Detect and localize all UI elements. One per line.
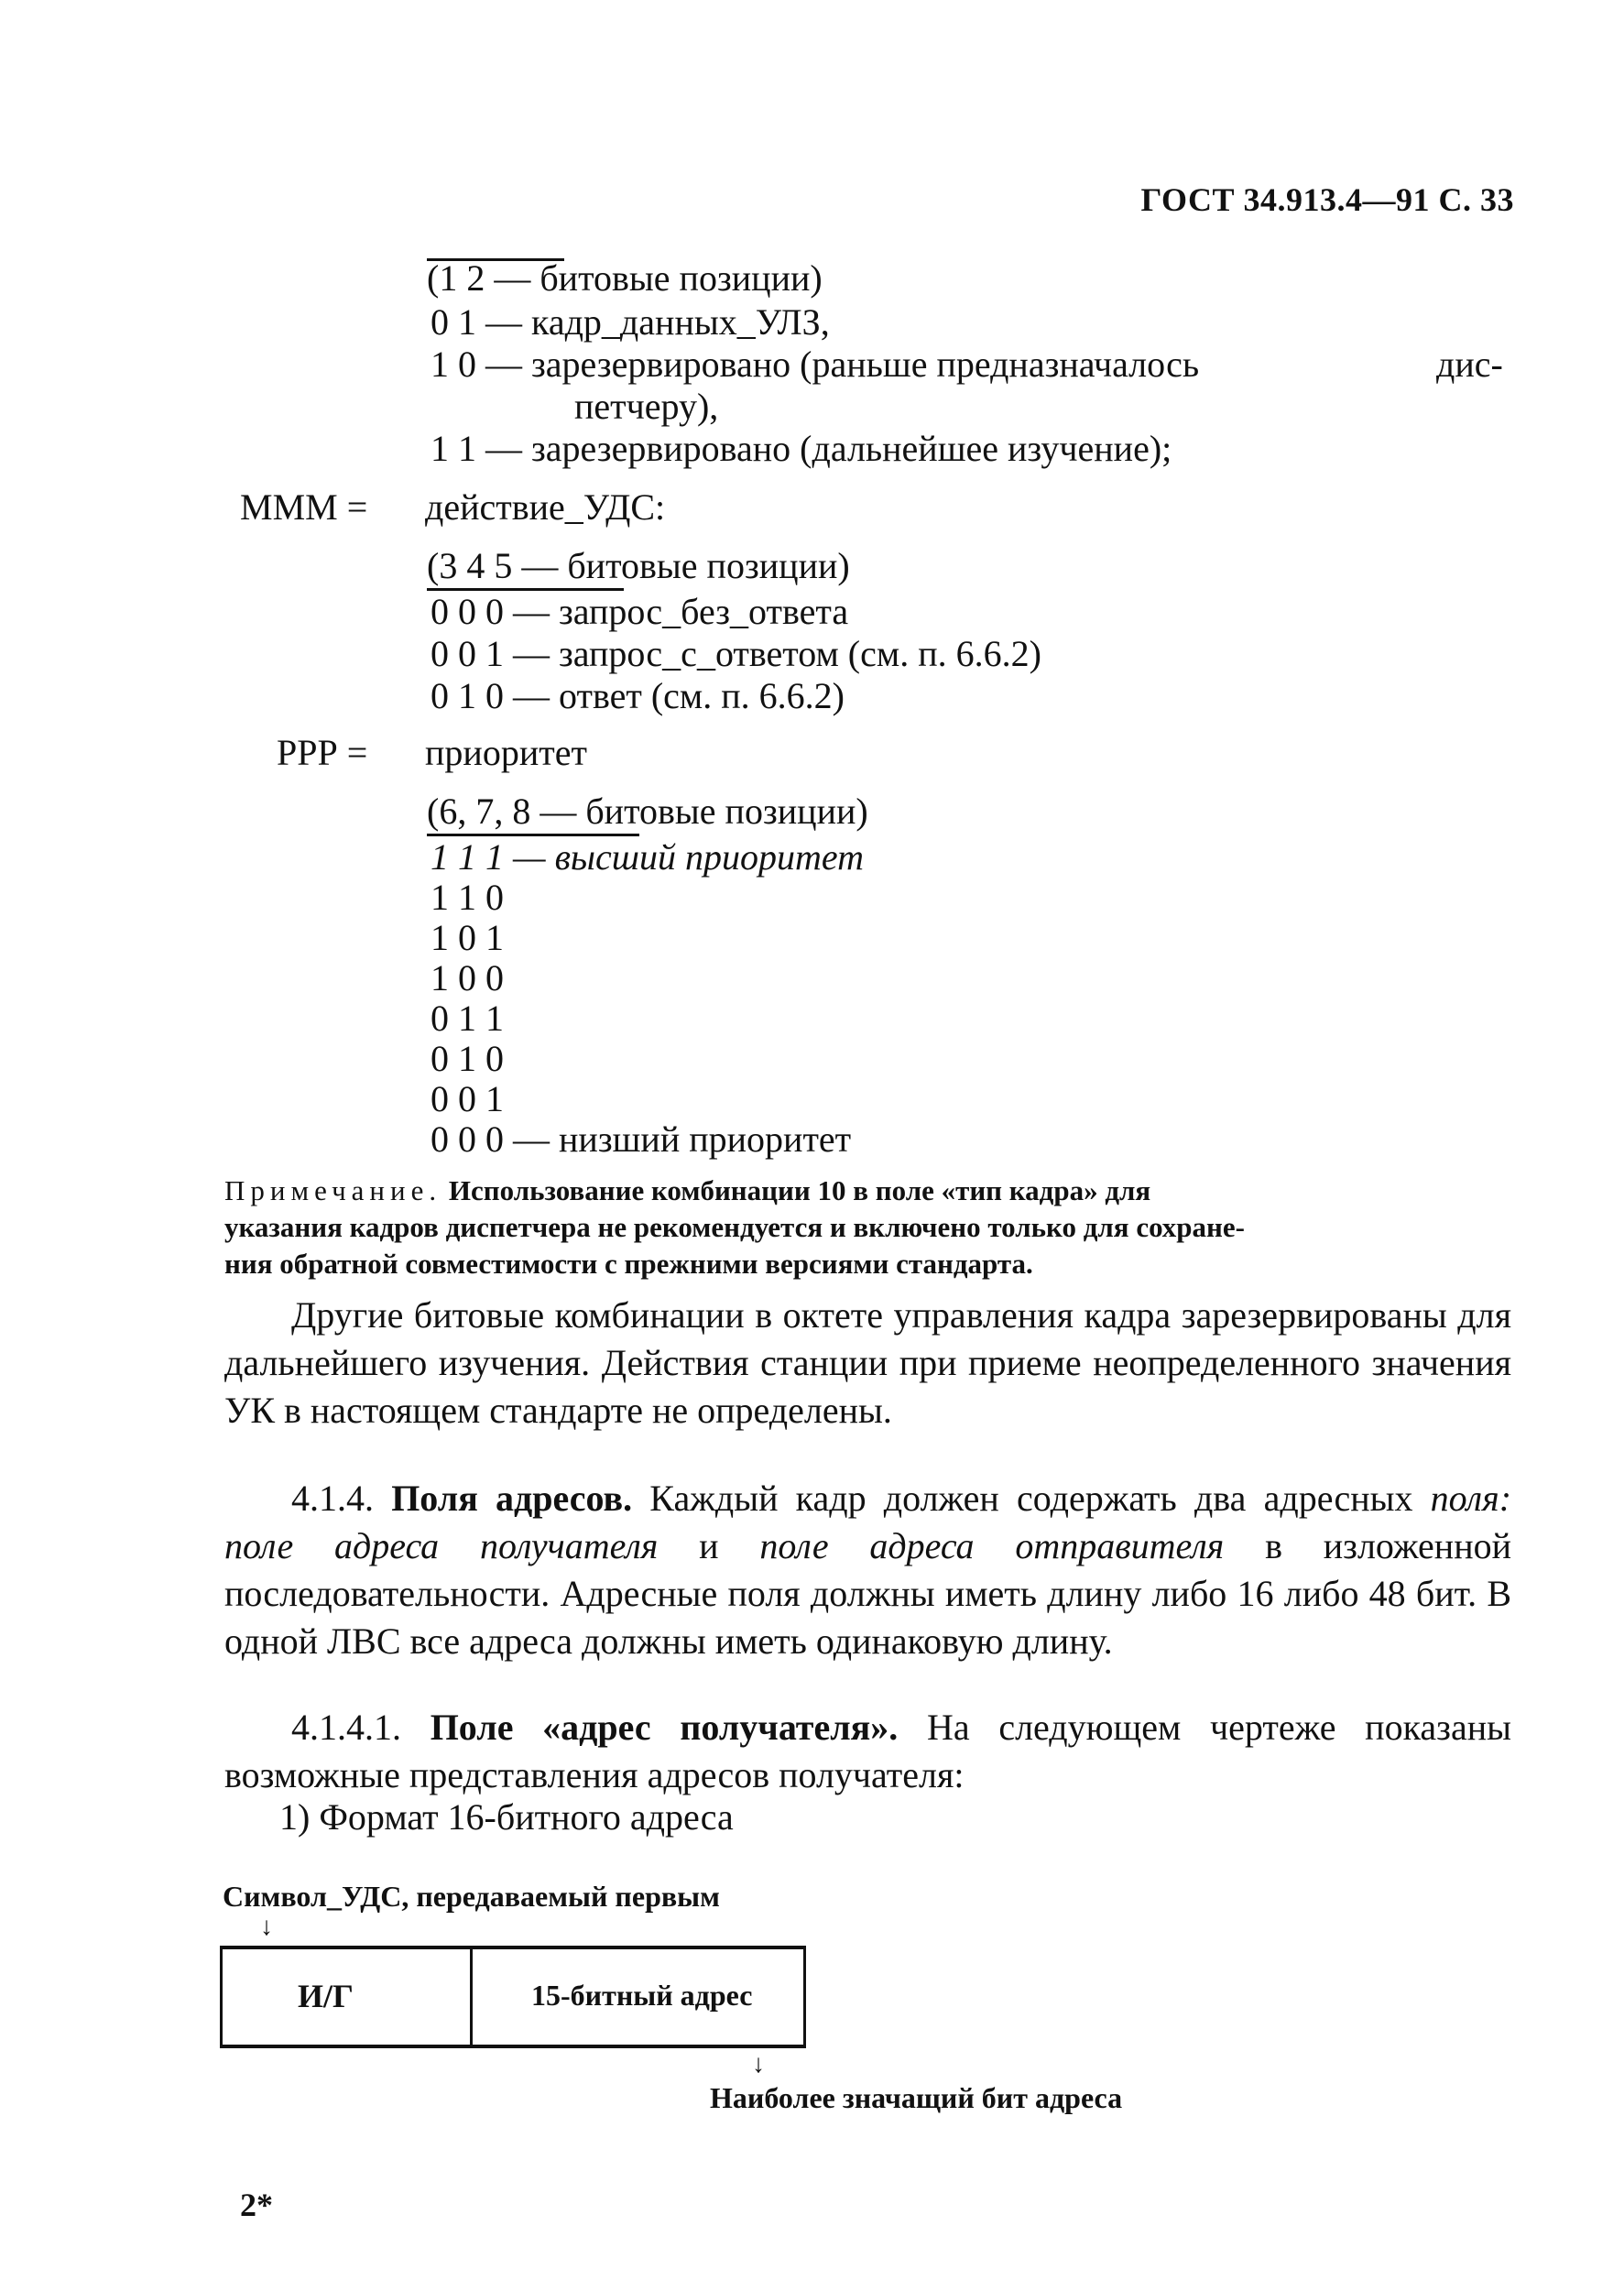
ppp-row: 1 1 0 xyxy=(431,877,504,918)
address-15bit-cell: 15-битный адрес xyxy=(531,1979,753,2012)
mmm-row: 0 1 0 — ответ (см. п. 6.6.2) xyxy=(431,675,845,716)
mmm-label: МММ = xyxy=(240,486,368,528)
note-line-1 xyxy=(224,1173,1511,1209)
running-head: ГОСТ 34.913.4—91 С. 33 xyxy=(1140,181,1514,218)
ppp-row: 0 0 1 xyxy=(431,1078,504,1119)
down-arrow-icon: ↓ xyxy=(752,2050,765,2078)
section-number: 4.1.4.1. xyxy=(291,1707,401,1748)
section-text: Каждый кадр должен содержать два адресных xyxy=(632,1478,1431,1519)
frame-type-row: 0 1 — кадр_данных_УЛЗ, xyxy=(431,301,830,343)
list-item: 1) Формат 16-битного адреса xyxy=(279,1796,734,1838)
frame-type-row-hyphen: дис- xyxy=(1436,344,1503,385)
note-line1-text: Использование комбинации 10 в поле «тип кадра» для xyxy=(441,1174,1151,1206)
mmm-row: 0 0 1 — запрос_с_ответом (см. п. 6.6.2) xyxy=(431,633,1041,674)
signature-mark: 2* xyxy=(240,2187,273,2223)
frame-type-row: 1 1 — зарезервировано (дальнейшее изучение); xyxy=(431,428,1172,469)
section-text: На следующем чертеже показаны возможные представления адресов получателя: xyxy=(224,1707,1511,1795)
mmm-row: 0 0 0 — запрос_без_ответа xyxy=(431,591,849,632)
section-number: 4.1.4. xyxy=(291,1478,374,1519)
ppp-row: 1 0 1 xyxy=(431,917,504,958)
figure-left-border xyxy=(220,1946,223,2046)
section-text: и xyxy=(658,1525,760,1566)
ppp-row: 0 1 1 xyxy=(431,998,504,1039)
figure-top-label: Символ_УДС, передаваемый первым xyxy=(223,1880,720,1913)
ppp-value: приоритет xyxy=(425,732,587,773)
frame-type-row-cont: петчеру), xyxy=(574,386,719,427)
ppp-row: 0 1 0 xyxy=(431,1038,504,1079)
section-italic: поле адреса отправителя xyxy=(759,1525,1225,1566)
section-4-1-4 xyxy=(224,1475,1511,1665)
note-block xyxy=(224,1173,1511,1282)
frame-type-row: 1 0 — зарезервировано (раньше предназначалось xyxy=(431,344,1200,385)
ppp-heading: (6, 7, 8 — битовые позиции) xyxy=(427,791,868,832)
ppp-row: 1 0 0 xyxy=(431,957,504,998)
figure-bottom-rule xyxy=(220,2045,806,2048)
figure-divider xyxy=(470,1946,473,2046)
ppp-label: РРР = xyxy=(277,732,368,773)
mmm-heading: (3 4 5 — битовые позиции) xyxy=(427,545,850,586)
section-4-1-4-1 xyxy=(224,1704,1511,1799)
ppp-row: 0 0 0 — низший приоритет xyxy=(431,1118,852,1160)
down-arrow-icon: ↓ xyxy=(260,1913,273,1941)
frame-type-heading: (1 2 — битовые позиции) xyxy=(427,257,823,299)
ig-bit-cell: И/Г xyxy=(298,1978,354,2014)
ppp-row: 1 1 1 — высший приоритет xyxy=(431,836,864,878)
section-text: в изложенной последовательности. Адресные поля должны иметь длину либо 16 либо 48 бит. В одной ЛВС все адреса должны иметь одинаковую длину. xyxy=(224,1525,1512,1662)
note-line-3: ния обратной совместимости с прежними версиями стандарта. xyxy=(224,1248,1033,1280)
mmm-value: действие_УДС: xyxy=(425,486,666,528)
note-line-2: указания кадров диспетчера не рекомендуется и включено только для сохране- xyxy=(224,1211,1245,1243)
paragraph-reserved: Другие битовые комбинации в октете управления кадра зарезервированы для дальнейшего изучения. Действия станции при приеме неопределенного значения УК в настоящем стандарте не определены. xyxy=(224,1294,1511,1431)
figure-right-border xyxy=(803,1946,806,2046)
note-lead: Примечание. xyxy=(224,1174,442,1206)
section-title: Поле «адрес получателя». xyxy=(430,1707,899,1748)
figure-bottom-label: Наиболее значащий бит адреса xyxy=(710,2081,1123,2114)
figure-top-rule xyxy=(220,1946,806,1949)
section-title: Поля адресов. xyxy=(391,1478,633,1519)
section-italic: поля: поле адреса получателя xyxy=(224,1478,1512,1566)
